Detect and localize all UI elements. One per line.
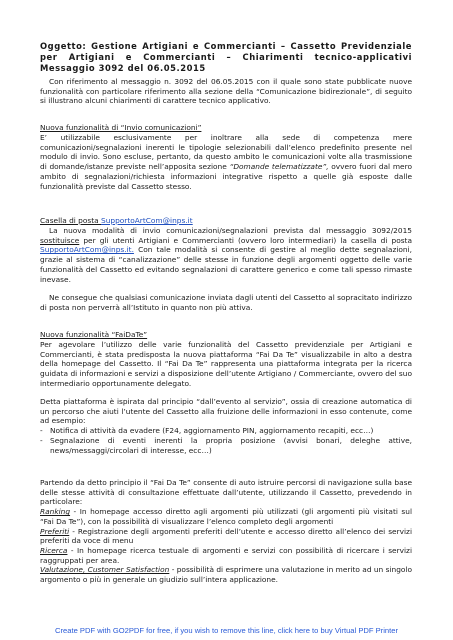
list-item: - Segnalazione di eventi inerenti la propria posizione (avvisi bonari, deleghe attive, news/messaggi/circolari di interesse, ecc…) [40,435,412,455]
section-heading-casella: Casella di posta SupportoArtCom@inps.it [40,216,193,225]
pdf-generator-footer-link[interactable]: Create PDF with GO2PDF for free, if you wish to remove this line, click here to buy Virtual PDF Printer [55,626,398,635]
section-casella-paragraph-1: La nuova modalità di invio comunicazioni/segnalazioni prevista dal messaggio 3092/2015 sostituisce per gli utenti Artigiani e Commercianti (ovvero loro intermediari) la casella di posta SupportoArtCom@inps.it. Con tale modalità si consente di gestire al meglio dette segnalazioni, grazie al sistema di “canalizzazione” delle stesse in funzione degli argomenti oggetto delle varie funzionalità del Cassetto ed evitando segnalazioni di carattere generico e come tali spesso rimaste inevase. [40,226,412,284]
section-invio-paragraph: E’ utilizzabile esclusivamente per inoltrare alla sede di competenza mere comunicazioni/segnalazioni inerenti le tipologie selezionabili dall’elenco predefinito presente nel modulo di invio. Sono escluse, pertanto, da questo ambito le comunicazioni volte alla trasmissione di domande/istanze previste nell’apposita sezione “Domande telematizzate”, ovvero fuori dal mero ambito di segnalazioni/richiesta informazioni integrative rispetto a quelle già esposte dalle funzionalità previste dal Cassetto stesso. [40,133,412,191]
supporto-email-link[interactable]: SupportoArtCom@inps.it [101,216,193,225]
section-heading-faidate: Nuova funzionalità “FaiDaTe” [40,330,148,339]
supporto-email-link-inline[interactable]: SupportoArtCom@inps.it. [40,245,134,255]
feature-ricerca: Ricerca - In homepage ricerca testuale di argomenti e servizi con possibilità di ricercare i servizi raggruppati per area. [40,545,412,565]
feature-valutazione: Valutazione, Customer Satisfaction - possibilità di esprimere una valutazione in merito ad un singolo argomento o più in generale un giudizio sull’intera applicazione. [40,565,412,585]
section-faidate-paragraph-1: Per agevolare l’utilizzo delle varie funzionalità del Cassetto previdenziale per Artigiani e Commercianti, è stata predisposta la nuova piattaforma “Fai Da Te” visualizzabile in alto a destra della homepage del Cassetto. Il “Fai Da Te” rappresenta una piattaforma integrata per la ricerca guidata di informazioni e servizi a disposizione dell’utente Artigiano / Commerciante, ovvero del suo intermediario opportunamente delegato. [40,340,412,388]
intro-paragraph: Con riferimento al messaggio n. 3092 del 06.05.2015 con il quale sono state pubblicate nuove funzionalità con particolare riferimento alla sezione della “Comunicazione bidirezionale”, di seguito si illustrano alcuni chiarimenti di carattere tecnico applicativo. [40,77,412,106]
section-casella-paragraph-2: Ne consegue che qualsiasi comunicazione inviata dagli utenti del Cassetto al sopracitato indirizzo di posta non perverrà all’Istituto in quanto non più attiva. [40,293,412,312]
document-title: Oggetto: Gestione Artigiani e Commercianti – Cassetto Previdenziale per Artigiani e Commercianti – Chiarimenti tecnico-applicativi Messaggio 3092 del 06.05.2015 [40,41,412,73]
feature-ranking: Ranking - In homepage accesso diretto agli argomenti più utilizzati (gli argomenti più visitati sul “Fai Da Te”), con la possibilità di visualizzare l’elenco completo degli argomenti [40,507,412,526]
feature-preferiti: Preferiti - Registrazione degli argomenti preferiti dell’utente e accesso diretto all’elenco dei servizi preferiti da voce di menu [40,526,412,546]
list-item: - Notifica di attività da evadere (F24, aggiornamento PIN, aggiornamento recapiti, ecc…) [40,426,374,436]
section-faidate-paragraph-3: Partendo da detto principio il “Fai Da Te” consente di auto istruire percorsi di navigazione sulla base delle stesse attività di consultazione effettuate dall’utente, utilizzando il Cassetto, prevedendo in particolare: Ranking - In homepage accesso diretto agli argomenti più utilizzati (gli argomenti più visitati sul “Fai Da Te”), con la possibilità di visualizzare l’elenco completo degli argomenti Preferiti - Registrazione degli argomenti preferiti dell’utente e accesso diretto all’elenco dei servizi preferiti da voce di menu Ricerca - In homepage ricerca testuale di argomenti e servizi con possibilità di ricercare i servizi raggruppati per area. Valutazione, Customer Satisfaction - possibilità di esprimere una valutazione in merito ad un singolo argomento o più in generale un giudizio sull’intera applicazione. [40,478,412,585]
section-heading-invio: Nuova funzionalità di “Invio comunicazioni” [40,123,202,132]
section-faidate-paragraph-2: Detta piattaforma è ispirata dal principio “dall’evento al servizio”, ossia di creazione automatica di un percorso che aiuti l’utente del Cassetto alla fruizione delle informazioni in esso contenute, come ad esempio: - Notifica di attività da evadere (F24, aggiornamento PIN, aggiornamento recapiti, ecc…) - Segnalazione di eventi inerenti la propria posizione (avvisi bonari, deleghe attive, news/messaggi/circolari di interesse, ecc…) [40,397,412,455]
